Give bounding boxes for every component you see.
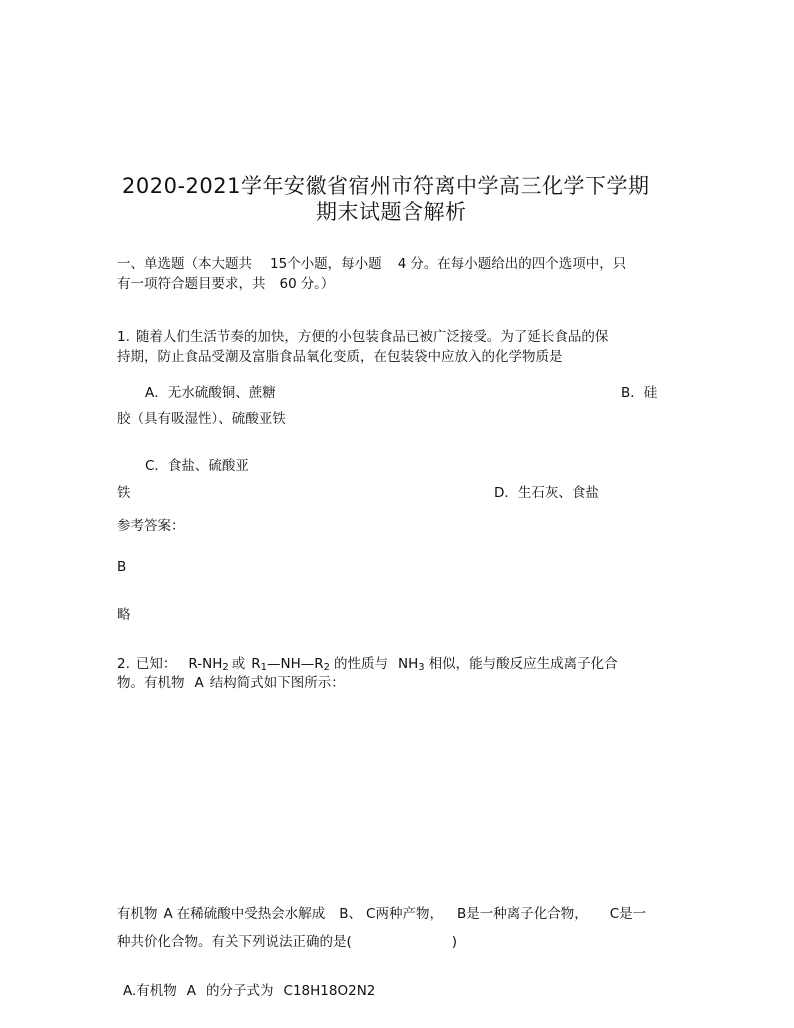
- q2-compound-a: A: [163, 906, 173, 922]
- section-instruction-line2: [117, 272, 334, 292]
- q2-text: 有机物: [117, 906, 158, 922]
- q2-formula-ammonia: NH3: [398, 656, 425, 673]
- points-each: 4: [397, 256, 407, 272]
- total-points: 60: [279, 276, 297, 292]
- section-text: 有一项符合题目要求，共: [117, 276, 266, 292]
- q2-option-a-label: A.有机物: [123, 983, 177, 999]
- q1-option-b-head: B．硅: [621, 385, 658, 401]
- q2-text: 是一种离子化合物，: [466, 906, 588, 922]
- q1-option-c-tail: 铁: [117, 485, 131, 501]
- q2-compound-c: C: [366, 906, 376, 922]
- q1-stem-line1: [117, 325, 608, 345]
- q2-text: 是一: [619, 906, 647, 922]
- q2-compound-b: B: [456, 906, 467, 922]
- q2-text: 或: [231, 656, 246, 672]
- section-instruction-line1: [117, 252, 626, 272]
- q2-stem-line3: [117, 902, 646, 922]
- question-count: 15: [270, 256, 288, 272]
- q2-formula-secondary-amine: R1—NH—R2: [251, 656, 331, 673]
- q2-compound-a: A: [194, 675, 204, 691]
- section-text: 分。）: [300, 276, 335, 292]
- q2-stem-line2: [117, 671, 345, 691]
- q1-number: 1.: [117, 329, 130, 345]
- q2-text: 种共价化合物。有关下列说法正确的是: [117, 934, 347, 950]
- section-text: 分。在每小题给出的四个选项中，只: [410, 256, 627, 272]
- q2-stem-line4: [117, 930, 457, 950]
- q1-option-c-head: C．食盐、硫酸亚: [145, 458, 249, 474]
- q2-structure-figure-area: [117, 700, 677, 890]
- q2-text: 相似，能与酸反应生成离子化合: [428, 656, 618, 672]
- q2-compound-b: B、: [339, 906, 363, 922]
- q2-text: 两种产物，: [375, 906, 443, 922]
- q2-stem-line1: [117, 652, 618, 672]
- q2-text: 的分子式为: [206, 983, 274, 999]
- section-text: 一、单选题（本大题共: [117, 256, 252, 272]
- q1-stem-line2: 持期，防止食品受潮及富脂食品氧化变质，在包装袋中应放入的化学物质是: [117, 349, 563, 365]
- doc-title-line2: 期末试题含解析: [316, 200, 467, 224]
- q1-stem-text: 随着人们生活节奏的加快，方便的小包装食品已被广泛接受。为了延长食品的保: [135, 329, 609, 345]
- answer-blank-close: ): [451, 934, 458, 950]
- q2-formula-primary-amine: R-NH2: [188, 656, 229, 673]
- q1-answer: B: [117, 559, 127, 575]
- q2-text: 的性质与: [334, 656, 389, 672]
- q1-option-d: D．生石灰、食盐: [494, 485, 599, 501]
- q1-reference-label: 参考答案：: [117, 518, 185, 534]
- q2-number: 2.: [117, 656, 130, 672]
- section-text: 个小题，每小题: [287, 256, 382, 272]
- doc-title-line1: 2020-2021学年安徽省宿州市符离中学高三化学下学期: [122, 174, 650, 198]
- q2-text: 结构简式如下图所示：: [209, 675, 345, 691]
- q2-compound-c: C: [609, 906, 620, 922]
- q2-option-a: [123, 979, 375, 999]
- q2-molecular-formula: C18H18O2N2: [283, 983, 376, 999]
- q1-explanation: 略: [117, 607, 131, 623]
- q2-text: 已知：: [135, 656, 177, 672]
- q2-compound-a: A: [186, 983, 197, 999]
- q1-option-b-tail: 胶（具有吸湿性）、硫酸亚铁: [117, 411, 286, 427]
- q1-option-a: A．无水硫酸铜、蔗糖: [145, 385, 276, 401]
- answer-blank-open: (: [346, 934, 352, 950]
- q2-text: 在稀硫酸中受热会水解成: [176, 906, 326, 922]
- q2-text: 物。有机物: [117, 675, 185, 691]
